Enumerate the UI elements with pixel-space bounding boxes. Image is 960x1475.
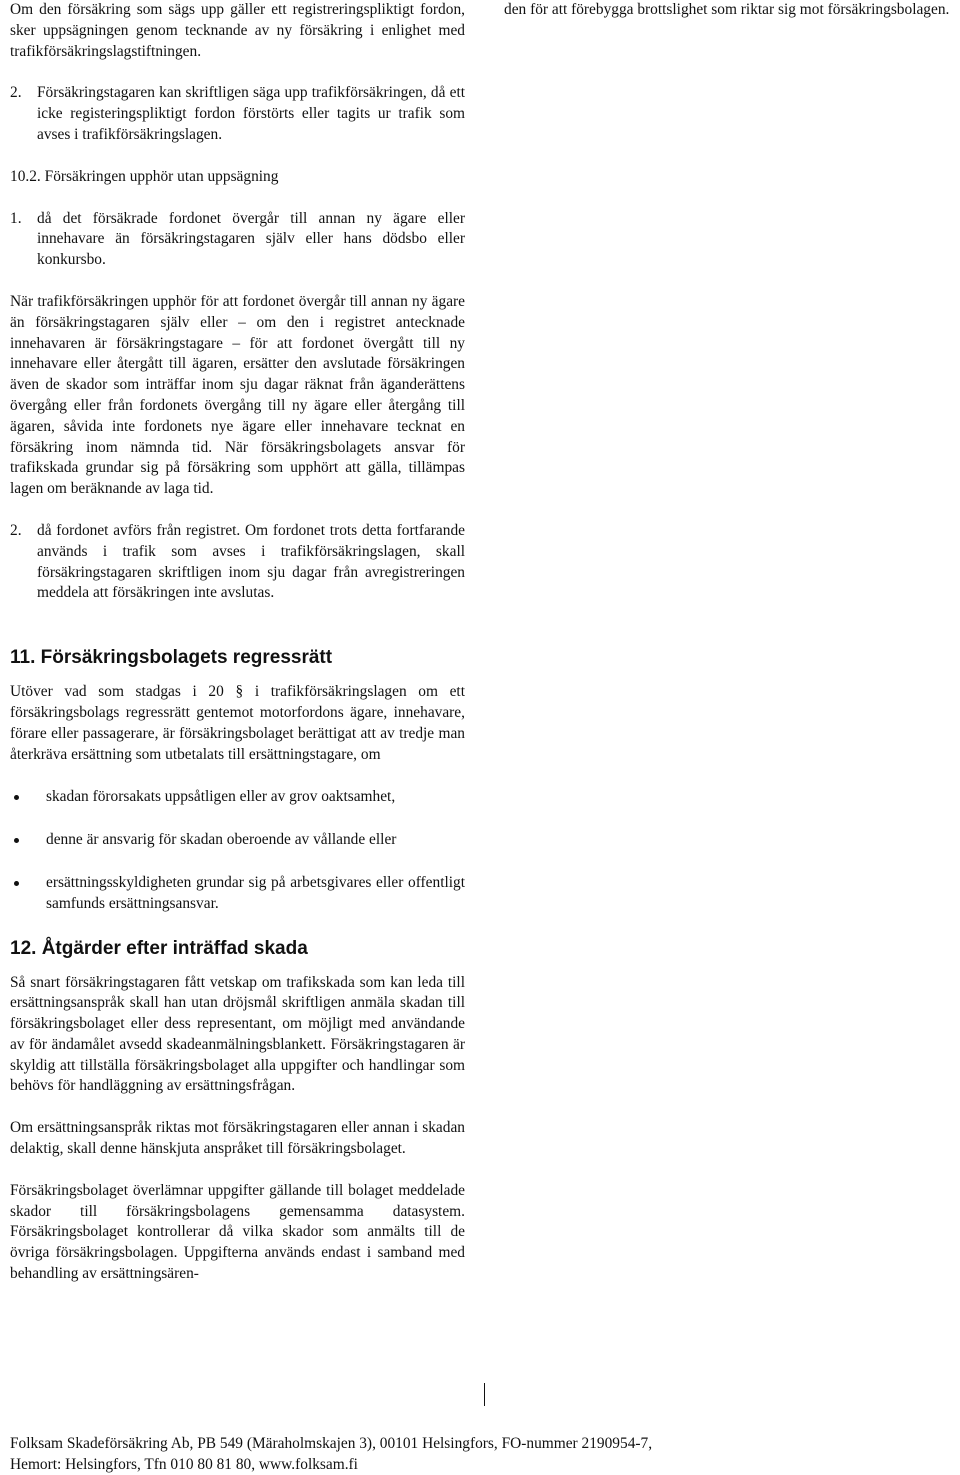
list-item: denne är ansvarig för skadan oberoende av vållande eller bbox=[10, 830, 465, 851]
list-item-2b bbox=[10, 521, 465, 604]
regress-bullet-list bbox=[10, 787, 465, 914]
right-column bbox=[504, 0, 956, 21]
continuation-paragraph: den för att förebygga brottslighet som riktar sig mot försäkringsbolagen. bbox=[504, 1, 950, 18]
transfer-paragraph: När trafikförsäkringen upphör för att fordonet övergår till annan ny ägare än försäkringstagaren själv eller – om den i registret antecknade innehavaren är försäkringstagare – för att fordonet övergått till ny innehavare eller återgått till ägaren, ersätter den avslutade försäkringen även de skador som inträffar inom sju dagar räknat från äganderättens övergång eller från fordonets övergång till ny ägare eller återgång till ägaren, såvida inte fordonets nye ägare eller innehavare tecknat en försäkring inom nämnda tid. När försäkringsbolagets ansvar för trafikskada grundar sig på försäkring som upphört att gälla, tillämpas lagen om beräknande av laga tid. bbox=[10, 292, 465, 498]
list-item-1 bbox=[10, 209, 465, 271]
list-item-2 bbox=[10, 83, 465, 145]
footer-company-line: Folksam Skadeförsäkring Ab, PB 549 (Märaholmskajen 3), 00101 Helsingfors, FO-nummer 2190954-7, bbox=[10, 1435, 653, 1452]
list-item: ersättningsskyldigheten grundar sig på arbetsgivares eller offentligt samfunds ersättningsansvar. bbox=[10, 873, 465, 915]
section-heading-11: 11. Försäkringsbolagets regressrätt bbox=[10, 647, 333, 669]
list-number: 1. bbox=[10, 209, 22, 227]
left-column bbox=[10, 0, 465, 1285]
list-number: 2. bbox=[10, 84, 22, 102]
bullet-icon bbox=[14, 838, 19, 843]
regress-paragraph: Utöver vad som stadgas i 20 § i trafikförsäkringslagen om ett försäkringsbolags regressrätt gentemot motorfordons ägare, innehavare, förare eller passagerare, är försäkringsbolaget berättigat att av tredje man återkräva ersättning som utbetalats till ersättningstagare, om bbox=[10, 683, 465, 763]
list-text: Försäkringstagaren kan skriftligen säga upp trafikförsäkringen, då ett icke registeringspliktigt fordon förstörts eller tagits ur trafik som avses i trafikförsäkringslagen. bbox=[37, 84, 465, 143]
list-text: då fordonet avförs från registret. Om fordonet trots detta fortfarande används i trafik som avses i trafikförsäkringslagen, skall försäkringstagaren skriftligen inom sju dagar från avregistreringen meddela att försäkringen inte avslutas. bbox=[37, 521, 465, 602]
bullet-icon bbox=[14, 795, 19, 800]
intro-paragraph: Om den försäkring som sägs upp gäller ett registreringspliktigt fordon, sker uppsägningen genom tecknande av ny försäkring i enlighet med trafikförsäkringslagstiftningen. bbox=[10, 1, 465, 60]
footer-contact-line: Hemort: Helsingfors, Tfn 010 80 81 80, www.folksam.fi bbox=[10, 1456, 358, 1473]
data-system-paragraph: Försäkringsbolaget överlämnar uppgifter gällande till bolaget meddelade skador till försäkringsbolagens gemensamma datasystem. Försäkringsbolaget kontrollerar då vilka skador som anmälts till de övriga försäkringsbolagen. Uppgifterna används endast i samband med behandling av ersättningsären- bbox=[10, 1181, 465, 1283]
damage-report-paragraph: Så snart försäkringstagaren fått vetskap om trafikskada som kan leda till ersättningsanspråk skall han utan dröjsmål skriftligen anmäla skadan till försäkringsbolaget eller dess representant, om möjligt med användande av för ändamålet avsedd skadeanmälningsblankett. Försäkringstagaren är skyldig att tillställa försäkringsbolaget alla uppgifter och handlingar som behövs för handläggning av ersättningsfrågan. bbox=[10, 973, 465, 1095]
page-footer bbox=[10, 1433, 950, 1475]
revision-bar bbox=[484, 1383, 485, 1406]
list-number: 2. bbox=[10, 521, 22, 539]
section-heading-12: 12. Åtgärder efter inträffad skada bbox=[10, 937, 308, 959]
subsection-heading-10-2: 10.2. Försäkringen upphör utan uppsägning bbox=[10, 167, 279, 185]
list-item: skadan förorsakats uppsåtligen eller av grov oaktsamhet, bbox=[10, 787, 465, 808]
bullet-icon bbox=[14, 881, 19, 886]
list-text: då det försäkrade fordonet övergår till annan ny ägare eller innehavare än försäkringstagaren själv eller hans dödsbo eller konkursbo. bbox=[37, 209, 465, 269]
claim-paragraph: Om ersättningsanspråk riktas mot försäkringstagaren eller annan i skadan delaktig, skall denne hänskjuta anspråket till försäkringsbolaget. bbox=[10, 1119, 465, 1158]
